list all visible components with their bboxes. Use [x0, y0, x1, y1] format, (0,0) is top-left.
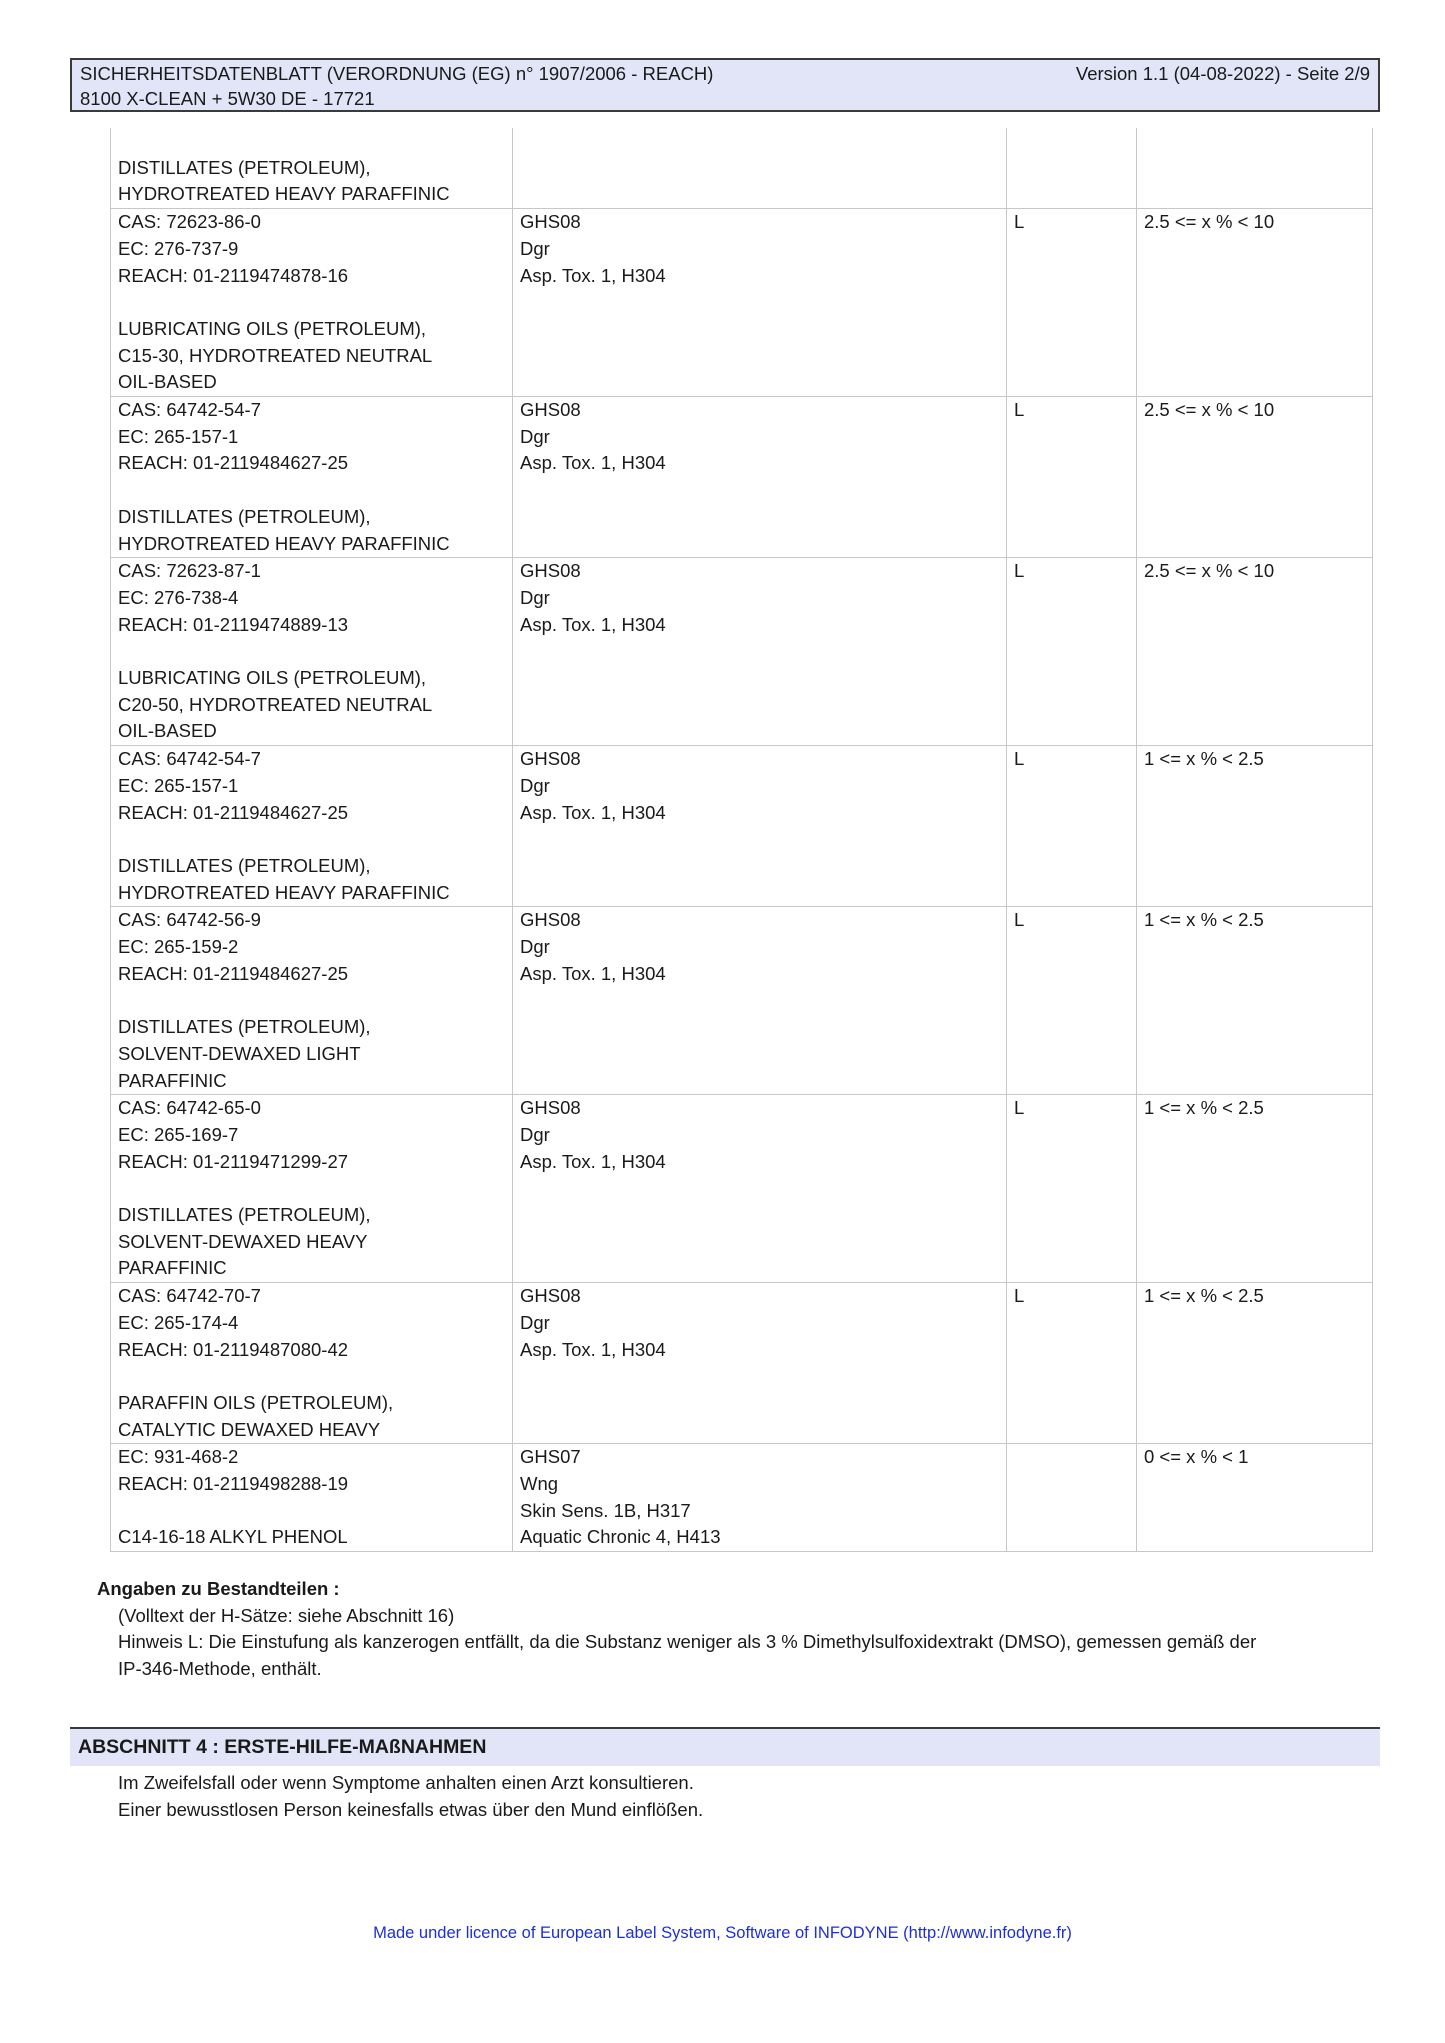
table-row — [111, 1444, 1373, 1552]
concentration-cell — [1137, 558, 1373, 746]
cell-line: CAS: 64742-54-7 — [118, 399, 261, 420]
cell-line: CAS: 72623-86-0 — [118, 211, 261, 233]
cell-line: GHS07 — [520, 1446, 581, 1468]
blank-line — [118, 289, 505, 316]
table-row — [111, 397, 1373, 558]
concentration-value: 1 <= x % < 2.5 — [1144, 909, 1264, 931]
cell-line: REACH: 01-2119474878-16 — [118, 264, 349, 286]
header-version: Version 1.1 (04-08-2022) - Seite 2/9 — [1075, 63, 1370, 84]
cell-line: Dgr — [520, 936, 550, 958]
composition-table — [110, 128, 1373, 1552]
cell-line: REACH: 01-2119471299-27 — [118, 1150, 349, 1172]
concentration-value: 1 <= x % < 2.5 — [1144, 1285, 1264, 1307]
blank-line — [118, 826, 505, 853]
cell-line: Asp. Tox. 1, H304 — [520, 1338, 666, 1360]
component-notes — [97, 1576, 1357, 1683]
cell-line: DISTILLATES (PETROLEUM), — [118, 854, 371, 876]
cell-line: GHS08 — [520, 909, 581, 931]
note-value: L — [1014, 1097, 1025, 1119]
cell-line: C15-30, HYDROTREATED NEUTRAL — [118, 344, 433, 366]
note-value: L — [1014, 748, 1025, 770]
cell-line: Dgr — [520, 586, 550, 608]
concentration-cell — [1137, 1283, 1373, 1444]
cell-line: SOLVENT-DEWAXED LIGHT — [118, 1042, 361, 1064]
table-row — [111, 907, 1373, 1095]
concentration-cell — [1137, 1095, 1373, 1283]
table-row — [111, 558, 1373, 746]
cell-line: CAS: 64742-56-9 — [118, 909, 261, 931]
cell-line: C20-50, HYDROTREATED NEUTRAL — [118, 693, 433, 715]
cell-line: REACH: 01-2119474889-13 — [118, 613, 349, 635]
concentration-cell — [1137, 1444, 1373, 1552]
cell-line: CAS: 72623-87-1 — [118, 560, 261, 582]
cell-line: PARAFFIN OILS (PETROLEUM), — [118, 1391, 394, 1413]
cell-line: HYDROTREATED HEAVY PARAFFINIC — [118, 532, 450, 554]
classification-cell — [513, 558, 1007, 746]
classification-cell — [513, 746, 1007, 907]
component-note-line: (Volltext der H-Sätze: siehe Abschnitt 16) — [118, 1604, 455, 1626]
cell-line: Dgr — [520, 1123, 550, 1145]
classification-cell — [513, 128, 1007, 209]
section-4-heading — [70, 1727, 1380, 1766]
cell-line: Asp. Tox. 1, H304 — [520, 801, 666, 823]
cell-line: DISTILLATES (PETROLEUM), — [118, 1016, 371, 1038]
document-header — [70, 58, 1380, 112]
cell-line: Aquatic Chronic 4, H413 — [520, 1526, 721, 1548]
blank-line — [118, 477, 505, 504]
cell-line: EC: 931-468-2 — [118, 1446, 239, 1468]
note-cell — [1007, 1444, 1137, 1552]
note-cell — [1007, 907, 1137, 1095]
cell-line: LUBRICATING OILS (PETROLEUM), — [118, 317, 427, 339]
note-value: L — [1014, 211, 1025, 233]
note-value: L — [1014, 399, 1025, 420]
cell-line: PARAFFINIC — [118, 1257, 227, 1279]
cell-line: DISTILLATES (PETROLEUM), — [118, 1204, 371, 1226]
cell-line: Asp. Tox. 1, H304 — [520, 962, 666, 984]
concentration-cell — [1137, 128, 1373, 209]
concentration-value: 2.5 <= x % < 10 — [1144, 211, 1275, 233]
identity-cell — [111, 746, 513, 907]
cell-line: EC: 265-157-1 — [118, 774, 239, 796]
cell-line: DISTILLATES (PETROLEUM), — [118, 156, 371, 178]
cell-line: Wng — [520, 1473, 559, 1495]
cell-line: SOLVENT-DEWAXED HEAVY — [118, 1230, 368, 1252]
cell-line: EC: 276-738-4 — [118, 586, 239, 608]
note-value: L — [1014, 1285, 1025, 1307]
cell-line: REACH: 01-2119484627-25 — [118, 452, 349, 474]
cell-line: LUBRICATING OILS (PETROLEUM), — [118, 667, 427, 688]
classification-cell — [513, 1444, 1007, 1552]
cell-line: REACH: 01-2119487080-42 — [118, 1338, 349, 1360]
cell-line: GHS08 — [520, 560, 581, 582]
cell-line: Dgr — [520, 1311, 550, 1333]
identity-cell — [111, 1444, 513, 1552]
header-row — [80, 61, 1370, 86]
identity-cell — [111, 209, 513, 397]
cell-line: GHS08 — [520, 1097, 581, 1119]
note-cell — [1007, 746, 1137, 907]
note-cell — [1007, 1283, 1137, 1444]
cell-line: OIL-BASED — [118, 720, 217, 742]
cell-line: REACH: 01-2119484627-25 — [118, 801, 349, 823]
cell-line: GHS08 — [520, 399, 581, 420]
table-row — [111, 746, 1373, 907]
component-notes-body — [97, 1603, 1357, 1683]
identity-cell — [111, 1283, 513, 1444]
table-row — [111, 1095, 1373, 1283]
composition-table-body — [111, 128, 1373, 1552]
cell-line: CAS: 64742-65-0 — [118, 1097, 261, 1119]
cell-line: Dgr — [520, 425, 550, 447]
concentration-cell — [1137, 746, 1373, 907]
footer-licence — [0, 1920, 1445, 1947]
section-4-title: ABSCHNITT 4 : ERSTE-HILFE-MAßNAHMEN — [78, 1736, 487, 1758]
cell-line: CAS: 64742-70-7 — [118, 1285, 261, 1307]
footer-text: Made under licence of European Label System, Software of INFODYNE (http://www.infodyne.fr) — [373, 1924, 1072, 1942]
cell-line: OIL-BASED — [118, 371, 217, 393]
component-notes-title: Angaben zu Bestandteilen : — [97, 1578, 340, 1599]
note-value: L — [1014, 560, 1025, 582]
blank-line — [118, 1363, 505, 1390]
table-row — [111, 1283, 1373, 1444]
header-title: SICHERHEITSDATENBLATT (VERORDNUNG (EG) n° 1907/2006 - REACH) — [80, 63, 714, 84]
composition-table-wrapper — [110, 128, 1372, 1552]
cell-line: CATALYTIC DEWAXED HEAVY — [118, 1418, 381, 1440]
cell-line: EC: 265-174-4 — [118, 1311, 239, 1333]
identity-cell — [111, 1095, 513, 1283]
identity-cell — [111, 397, 513, 558]
concentration-value: 2.5 <= x % < 10 — [1144, 560, 1275, 582]
identity-cell — [111, 128, 513, 209]
concentration-cell — [1137, 907, 1373, 1095]
cell-line: DISTILLATES (PETROLEUM), — [118, 505, 371, 527]
cell-line: Dgr — [520, 774, 550, 796]
blank-line — [118, 638, 505, 665]
header-product: 8100 X-CLEAN + 5W30 DE - 17721 — [80, 88, 375, 109]
section-4-body — [118, 1770, 1358, 1823]
cell-line: REACH: 01-2119484627-25 — [118, 962, 349, 984]
identity-cell — [111, 907, 513, 1095]
classification-cell — [513, 397, 1007, 558]
table-row — [111, 209, 1373, 397]
cell-line: Dgr — [520, 237, 550, 259]
cell-line: EC: 265-169-7 — [118, 1123, 239, 1145]
cell-line: Asp. Tox. 1, H304 — [520, 264, 666, 286]
blank-line — [118, 987, 505, 1014]
cell-line: EC: 276-737-9 — [118, 237, 239, 259]
first-aid-line: Im Zweifelsfall oder wenn Symptome anhalten einen Arzt konsultieren. — [118, 1772, 694, 1793]
concentration-value: 2.5 <= x % < 10 — [1144, 399, 1275, 420]
blank-line — [118, 1498, 505, 1525]
cell-line: HYDROTREATED HEAVY PARAFFINIC — [118, 881, 450, 903]
note-cell — [1007, 397, 1137, 558]
cell-line: REACH: 01-2119498288-19 — [118, 1473, 349, 1495]
note-cell — [1007, 558, 1137, 746]
component-note-line: IP-346-Methode, enthält. — [118, 1658, 322, 1680]
first-aid-line: Einer bewusstlosen Person keinesfalls etwas über den Mund einflößen. — [118, 1798, 704, 1820]
note-cell — [1007, 128, 1137, 209]
cell-line: Asp. Tox. 1, H304 — [520, 1150, 666, 1172]
cell-line: Skin Sens. 1B, H317 — [520, 1499, 691, 1521]
cell-line: Asp. Tox. 1, H304 — [520, 613, 666, 635]
concentration-value: 0 <= x % < 1 — [1144, 1446, 1249, 1468]
cell-line: GHS08 — [520, 748, 581, 770]
classification-cell — [513, 209, 1007, 397]
classification-cell — [513, 907, 1007, 1095]
cell-line: Asp. Tox. 1, H304 — [520, 452, 666, 474]
table-row — [111, 128, 1373, 209]
blank-line — [118, 1175, 505, 1202]
note-value: L — [1014, 909, 1025, 931]
note-cell — [1007, 209, 1137, 397]
classification-cell — [513, 1095, 1007, 1283]
concentration-value: 1 <= x % < 2.5 — [1144, 1097, 1264, 1119]
concentration-cell — [1137, 397, 1373, 558]
cell-line: PARAFFINIC — [118, 1069, 227, 1091]
concentration-cell — [1137, 209, 1373, 397]
cell-line: CAS: 64742-54-7 — [118, 748, 261, 770]
cell-line: EC: 265-159-2 — [118, 936, 239, 958]
cell-line: HYDROTREATED HEAVY PARAFFINIC — [118, 183, 450, 205]
cell-line: EC: 265-157-1 — [118, 425, 239, 447]
classification-cell — [513, 1283, 1007, 1444]
identity-cell — [111, 558, 513, 746]
component-note-line: Hinweis L: Die Einstufung als kanzerogen entfällt, da die Substanz weniger als 3 % Dimethylsulfoxidextrakt (DMSO), gemessen gemäß der — [118, 1631, 1257, 1653]
note-cell — [1007, 1095, 1137, 1283]
cell-line: C14-16-18 ALKYL PHENOL — [118, 1526, 348, 1548]
cell-line: GHS08 — [520, 211, 581, 233]
cell-line: GHS08 — [520, 1285, 581, 1307]
concentration-value: 1 <= x % < 2.5 — [1144, 748, 1264, 770]
